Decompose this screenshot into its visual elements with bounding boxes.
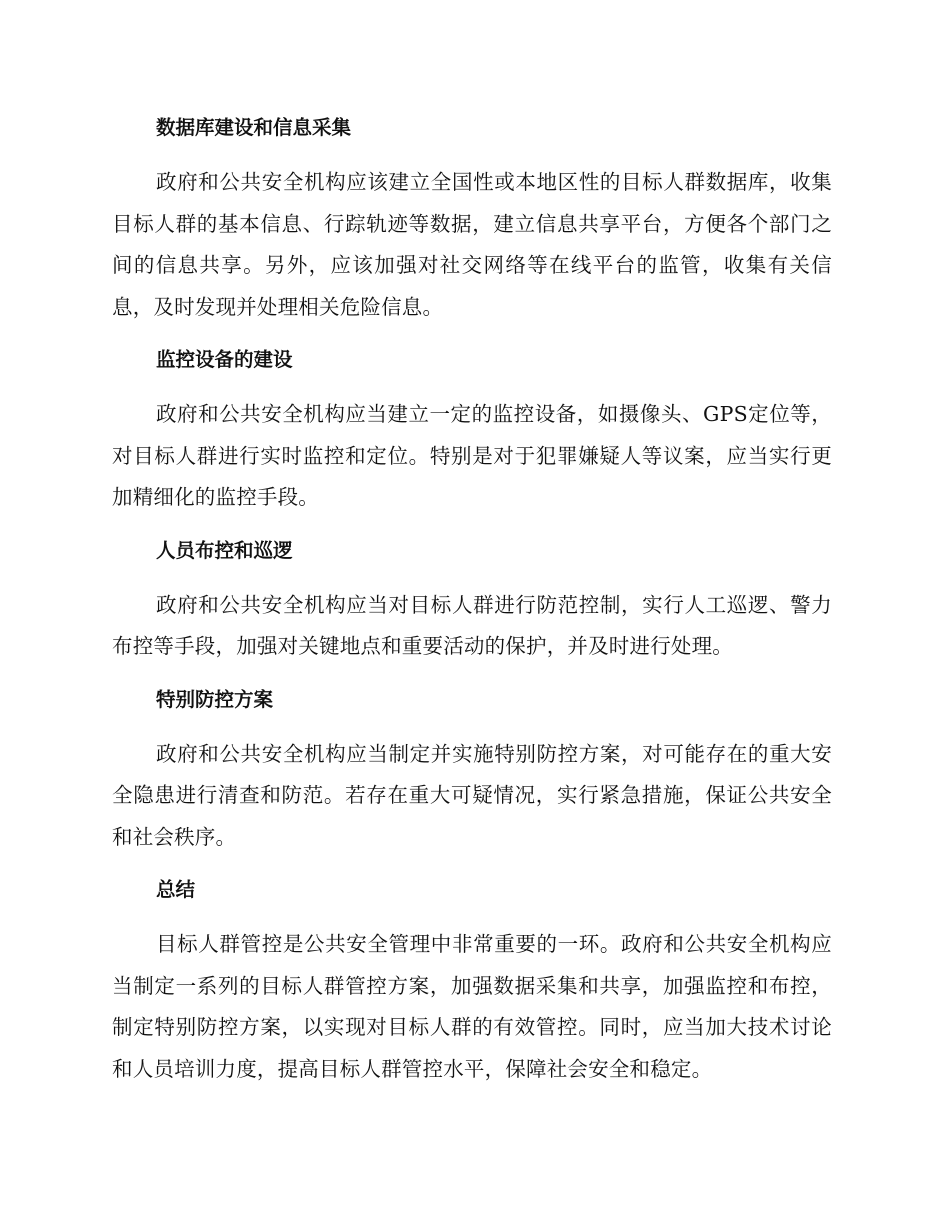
section-summary <box>112 870 832 1090</box>
section-paragraph: 政府和公共安全机构应该建立全国性或本地区性的目标人群数据库，收集目标人群的基本信息、行踪轨迹等数据，建立信息共享平台，方便各个部门之间的信息共享。另外，应该加强对社交网络等在线平台的监管，收集有关信息，及时发现并处理相关危险信息。 <box>112 170 832 319</box>
section-heading: 监控设备的建设 <box>156 348 293 371</box>
section-heading: 特别防控方案 <box>156 687 274 711</box>
section-paragraph: 政府和公共安全机构应当制定并实施特别防控方案，对可能存在的重大安全隐患进行清查和防范。若存在重大可疑情况，实行紧急措施，保证公共安全和社会秩序。 <box>112 741 832 849</box>
section-paragraph: 政府和公共安全机构应当对目标人群进行防范控制，实行人工巡逻、警力布控等手段，加强对关键地点和重要活动的保护，并及时进行处理。 <box>112 592 832 658</box>
section-paragraph: 目标人群管控是公共安全管理中非常重要的一环。政府和公共安全机构应当制定一系列的目标人群管控方案，加强数据采集和共享，加强监控和布控，制定特别防控方案，以实现对目标人群的有效管控。同时，应当加大技术讨论和人员培训力度，提高目标人群管控水平，保障社会安全和稳定。 <box>112 932 832 1081</box>
section-personnel-patrol <box>112 531 832 668</box>
section-monitoring-equipment <box>112 340 832 519</box>
section-heading: 人员布控和巡逻 <box>156 538 293 562</box>
section-paragraph: 政府和公共安全机构应当建立一定的监控设备，如摄像头、GPS定位等，对目标人群进行实时监控和定位。特别是对于犯罪嫌疑人等议案，应当实行更加精细化的监控手段。 <box>112 402 832 509</box>
section-heading: 总结 <box>156 878 196 901</box>
section-database <box>112 108 832 328</box>
section-special-plan <box>112 680 832 859</box>
section-heading: 数据库建设和信息采集 <box>156 116 352 139</box>
document-page <box>112 108 832 1102</box>
